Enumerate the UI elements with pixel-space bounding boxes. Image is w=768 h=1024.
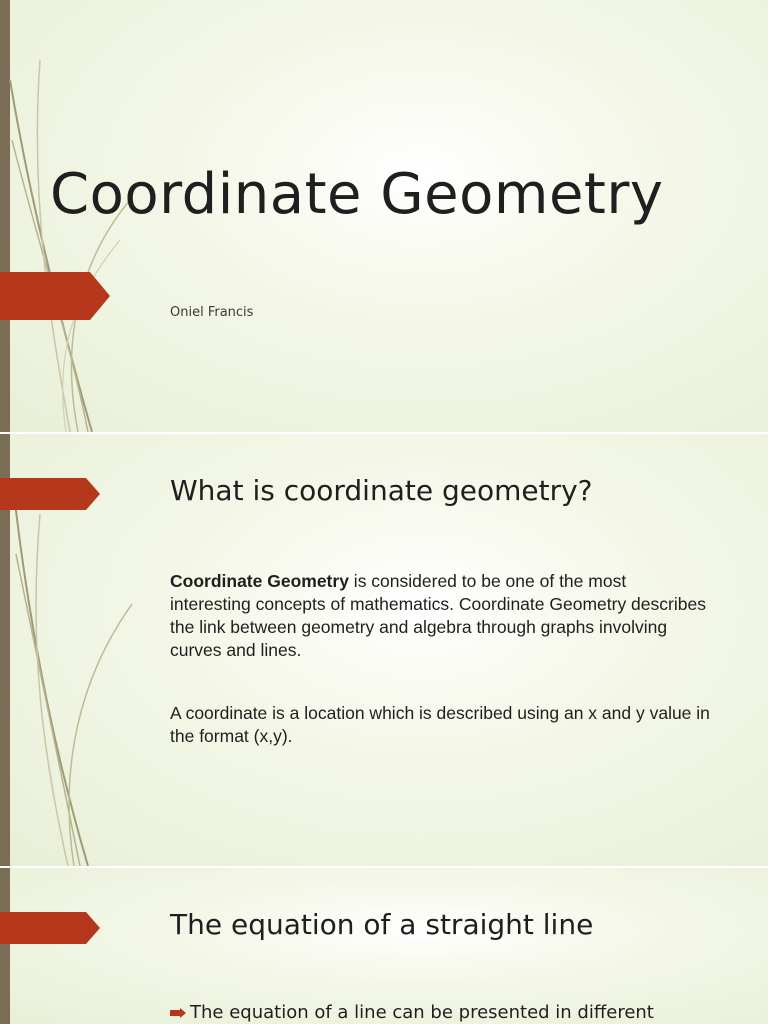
bullet-item <box>170 1002 654 1023</box>
slide-1 <box>0 0 768 432</box>
slide-left-bar <box>0 868 10 1024</box>
paragraph-2: A coordinate is a location which is described using an x and y value in the format (x,y). <box>170 703 710 746</box>
slide-title: Coordinate Geometry <box>50 162 664 227</box>
slide-heading: What is coordinate geometry? <box>170 474 593 507</box>
slide-heading: The equation of a straight line <box>170 908 594 941</box>
arrow-bullet-icon <box>170 1008 186 1018</box>
slide-2 <box>0 434 768 866</box>
slide-3 <box>0 868 768 1024</box>
paragraph-1 <box>170 570 710 662</box>
paragraph-1-bold: Coordinate Geometry <box>170 571 349 591</box>
accent-tab-icon <box>0 272 112 320</box>
accent-tab-icon <box>0 478 102 510</box>
accent-tab-icon <box>0 912 102 944</box>
paragraph-1-text: is considered to be one of the most interesting concepts of mathematics. Coordinate Geometry describes the link between geometry and algebra through graphs involving curves and lines. <box>170 571 706 660</box>
slide-subtitle: Oniel Francis <box>170 305 254 320</box>
bullet-text: The equation of a line can be presented in different <box>190 1002 654 1023</box>
